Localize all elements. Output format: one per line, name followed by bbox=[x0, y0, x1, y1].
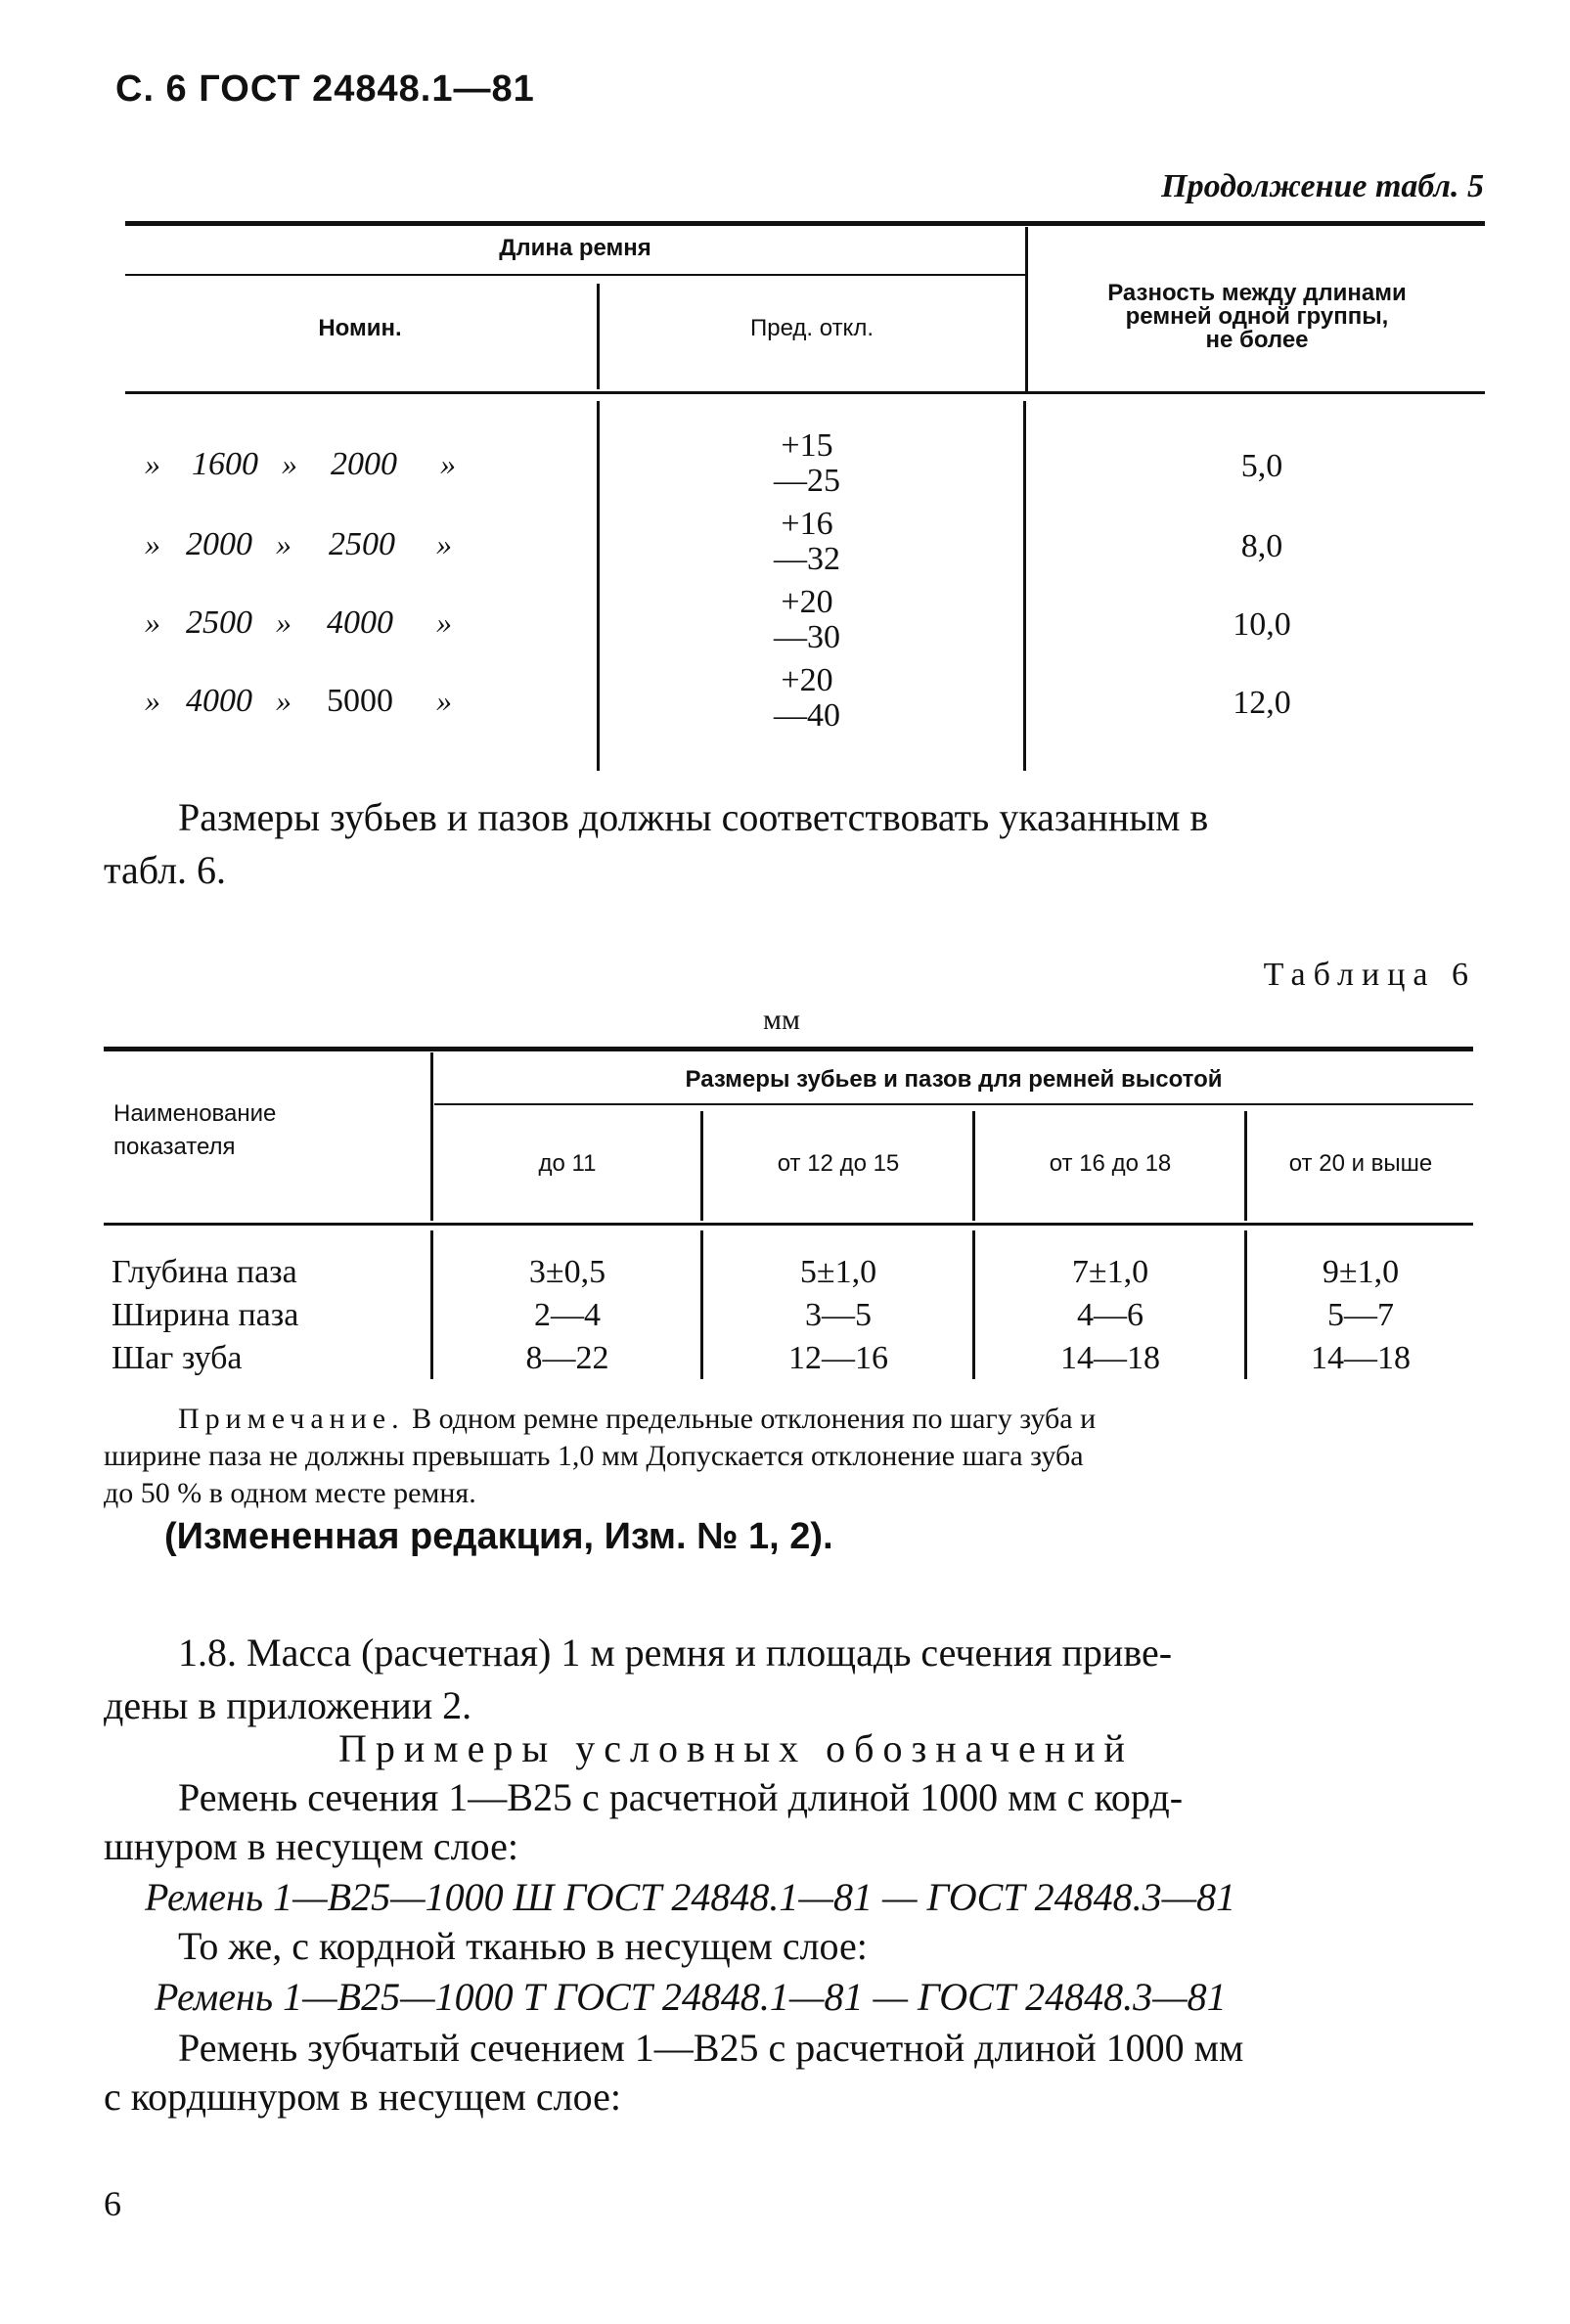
row-difference: 5,0 bbox=[1240, 448, 1283, 484]
page-number: 6 bbox=[104, 2184, 121, 2223]
table6-col-group: Размеры зубьев и пазов для ремней высотой bbox=[685, 1066, 1223, 1093]
row-from: 1600 bbox=[192, 446, 258, 482]
table5-col-difference-l3: не более bbox=[1205, 327, 1309, 353]
row-from: 2500 bbox=[186, 604, 252, 641]
row-from: 2000 bbox=[186, 526, 252, 562]
table6-vline-name-body bbox=[430, 1230, 433, 1379]
row-quote: » bbox=[145, 683, 160, 718]
table6-col-height-1: до 11 bbox=[538, 1150, 597, 1177]
tol-minus: —32 bbox=[774, 541, 840, 577]
section-1-8-l1: 1.8. Масса (расчетная) 1 м ремня и площадь сечения приве- bbox=[178, 1631, 1173, 1675]
row-to: 2500 bbox=[329, 526, 395, 562]
row-value: 5—7 bbox=[1327, 1297, 1394, 1333]
row-value: 3—5 bbox=[805, 1297, 872, 1333]
table6-group-rule bbox=[434, 1103, 1473, 1105]
row-tolerance bbox=[704, 663, 910, 734]
table5-vline-right-body bbox=[1023, 401, 1026, 771]
row-value: 3±0,5 bbox=[528, 1254, 606, 1290]
row-label: Ширина паза bbox=[112, 1297, 299, 1333]
table5-vline-mid bbox=[597, 401, 600, 771]
row-label: Шаг зуба bbox=[112, 1340, 243, 1376]
tol-minus: —40 bbox=[774, 697, 840, 734]
note-l3: до 50 % в одном месте ремня. bbox=[104, 1477, 476, 1509]
table5-col-nominal: Номин. bbox=[318, 315, 402, 341]
table5-vline-right bbox=[1025, 227, 1028, 391]
row-tolerance bbox=[704, 507, 910, 577]
row-from: 4000 bbox=[186, 683, 252, 719]
row-value: 14—18 bbox=[1060, 1340, 1160, 1376]
note-l2: ширине паза не должны превышать 1,0 мм Допускается отклонение шага зуба bbox=[104, 1440, 1084, 1472]
table6-col-name-l1: Наименование bbox=[113, 1100, 277, 1127]
table6-vline-c1-body bbox=[700, 1230, 703, 1379]
examples-title: Примеры условных обозначений bbox=[338, 1726, 1134, 1770]
tol-plus: +20 bbox=[781, 662, 833, 698]
table6-unit: мм bbox=[763, 1004, 800, 1036]
tol-plus: +20 bbox=[781, 584, 833, 620]
row-to: 4000 bbox=[327, 604, 393, 641]
row-difference: 8,0 bbox=[1240, 528, 1283, 564]
row-quote: » bbox=[276, 526, 292, 561]
table6-vline-c2-body bbox=[972, 1230, 975, 1379]
row-quote: » bbox=[276, 604, 292, 640]
table5-header-rule bbox=[125, 391, 1485, 394]
row-difference: 10,0 bbox=[1233, 606, 1291, 643]
table6-vline-c3 bbox=[1244, 1111, 1247, 1221]
row-value: 8—22 bbox=[525, 1340, 609, 1376]
para-teeth-dimensions-l2: табл. 6. bbox=[104, 848, 227, 892]
table6-vline-c1 bbox=[700, 1111, 703, 1221]
row-value: 7±1,0 bbox=[1071, 1254, 1149, 1290]
row-quote: » bbox=[145, 446, 160, 481]
row-value: 4—6 bbox=[1077, 1297, 1144, 1333]
table6-col-height-4: от 20 и выше bbox=[1288, 1150, 1433, 1177]
row-quote: » bbox=[282, 446, 297, 481]
table5-col-deviation: Пред. откл. bbox=[749, 315, 874, 341]
table6-col-height-2: от 12 до 15 bbox=[777, 1150, 900, 1177]
table6-col-name bbox=[113, 1097, 276, 1164]
row-tolerance bbox=[704, 428, 910, 499]
row-value: 9±1,0 bbox=[1322, 1254, 1400, 1290]
table6-col-height-3: от 16 до 18 bbox=[1049, 1150, 1172, 1177]
example2-l1: То же, с кордной тканью в несущем слое: bbox=[178, 1924, 868, 1968]
tol-minus: —25 bbox=[774, 463, 840, 499]
row-quote: » bbox=[440, 446, 456, 481]
table6-vline-c3-body bbox=[1244, 1230, 1247, 1379]
table5-vline-mid-head bbox=[597, 284, 600, 389]
row-quote: » bbox=[145, 604, 160, 640]
section-1-8-l2: дены в приложении 2. bbox=[104, 1683, 472, 1727]
table6-title: Таблица 6 bbox=[1263, 957, 1476, 993]
table6-header-rule bbox=[104, 1223, 1473, 1226]
example3-l1: Ремень зубчатый сечением 1—В25 с расчетной длиной 1000 мм bbox=[178, 2026, 1244, 2070]
page-header: С. 6 ГОСТ 24848.1—81 bbox=[115, 68, 535, 110]
row-to: 2000 bbox=[331, 446, 397, 482]
note-l1 bbox=[178, 1401, 1096, 1438]
table5-col-group: Длина ремня bbox=[499, 235, 651, 261]
example1-l2: шнуром в несущем слое: bbox=[104, 1824, 518, 1868]
row-label: Глубина паза bbox=[112, 1254, 297, 1290]
row-quote: » bbox=[436, 526, 452, 561]
row-to: 5000 bbox=[327, 683, 393, 719]
row-tolerance bbox=[704, 585, 910, 655]
amendment-note: (Измененная редакция, Изм. № 1, 2). bbox=[164, 1516, 833, 1557]
table6-col-name-l2: показателя bbox=[113, 1134, 236, 1160]
example1-l1: Ремень сечения 1—В25 с расчетной длиной 1000 мм с корд- bbox=[178, 1775, 1184, 1819]
row-quote: » bbox=[145, 526, 160, 561]
tol-minus: —30 bbox=[774, 619, 840, 655]
table6-vline-name bbox=[430, 1052, 433, 1221]
note-text-l1: В одном ремне предельные отклонения по шагу зуба и bbox=[412, 1403, 1097, 1435]
table5-col-difference-l2: ремней одной группы, bbox=[1125, 303, 1389, 330]
table6-vline-c2 bbox=[972, 1111, 975, 1221]
note-label: Примечание. bbox=[178, 1403, 405, 1435]
row-value: 2—4 bbox=[534, 1297, 601, 1333]
example2-designation: Ремень 1—В25—1000 Т ГОСТ 24848.1—81 — ГОСТ 24848.3—81 bbox=[155, 1975, 1227, 2019]
row-quote: » bbox=[436, 683, 452, 718]
row-value: 14—18 bbox=[1311, 1340, 1411, 1376]
tol-plus: +16 bbox=[781, 506, 833, 542]
row-difference: 12,0 bbox=[1233, 685, 1291, 721]
row-value: 5±1,0 bbox=[799, 1254, 877, 1290]
table6-top-rule bbox=[104, 1047, 1473, 1051]
tol-plus: +15 bbox=[781, 427, 833, 464]
row-quote: » bbox=[276, 683, 292, 718]
row-value: 12—16 bbox=[788, 1340, 888, 1376]
para-teeth-dimensions-l1: Размеры зубьев и пазов должны соответствовать указанным в bbox=[178, 795, 1209, 839]
row-quote: » bbox=[436, 604, 452, 640]
table5-col-difference bbox=[1029, 282, 1485, 352]
table5-col-difference-l1: Разность между длинами bbox=[1107, 280, 1407, 306]
table5-top-rule bbox=[125, 221, 1485, 226]
example1-designation: Ремень 1—В25—1000 Ш ГОСТ 24848.1—81 — ГОСТ 24848.3—81 bbox=[145, 1875, 1236, 1919]
example3-l2: с кордшнуром в несущем слое: bbox=[104, 2075, 621, 2119]
table5-continuation: Продолжение табл. 5 bbox=[1161, 168, 1484, 204]
table5-group-rule bbox=[125, 274, 1025, 276]
